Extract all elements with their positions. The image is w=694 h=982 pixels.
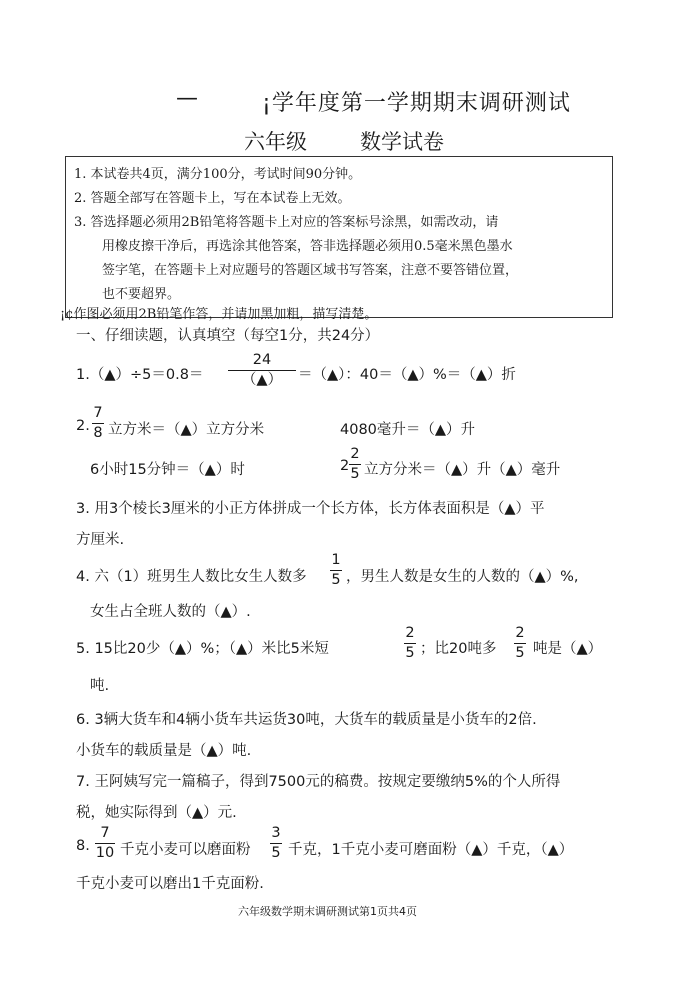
q1-part-a: 1.（▲）÷5＝0.8＝ <box>76 367 204 383</box>
q2-f2-den: 5 <box>350 465 360 482</box>
q3-line-2: 方厘米. <box>76 532 125 548</box>
q8-f2-num: 3 <box>271 825 281 841</box>
fraction-bar <box>514 643 526 644</box>
q5-part-c: 吨是（▲） <box>533 641 603 657</box>
q1-part-b: ＝（▲）：40＝（▲）%＝（▲）折 <box>298 367 516 383</box>
q4-part-a: 4. 六（1）班男生人数比女生人数多 <box>76 569 307 585</box>
q2-f1-num: 7 <box>93 405 103 421</box>
q2-fraction-1 <box>92 406 104 440</box>
q2-f1-den: 8 <box>93 424 103 441</box>
q8-f1-num: 7 <box>100 825 110 841</box>
notice-line: 签字笔，在答题卡上对应题号的答题区域书写答案，注意不要答错位置， <box>102 263 519 278</box>
notice-line: 1. 本试卷共4页，满分100分，考试时间90分钟。 <box>74 167 362 182</box>
q5-f1-num: 2 <box>405 625 415 641</box>
q2-part-a: 立方米＝（▲）立方分米 <box>108 422 265 438</box>
grade-label: 六年级 <box>244 130 307 154</box>
q1-frac-den: （▲） <box>241 371 283 388</box>
q1-fraction <box>228 353 296 387</box>
q8-fraction-2 <box>270 826 282 860</box>
q2-f2-num: 2 <box>350 446 360 462</box>
q4-f-den: 5 <box>331 571 341 588</box>
notice-line: ¡¢作图必须用2B铅笔作答，并请加黑加粗，描写清楚。 <box>60 307 378 322</box>
title-dash: — <box>176 86 199 111</box>
q2-number: 2. <box>76 418 90 434</box>
q8-f2-den: 5 <box>271 844 281 861</box>
section-heading: 一、仔细读题，认真填空（每空1分，共24分） <box>76 328 380 344</box>
notice-line: 3. 答选择题必须用2B铅笔将答题卡上对应的答案标号涂黑，如需改动，请 <box>74 215 499 230</box>
q8-line-2: 千克小麦可以磨出1千克面粉. <box>76 876 264 892</box>
q8-number: 8. <box>76 838 90 854</box>
q2-part-d: 立方分米＝（▲）升（▲）毫升 <box>364 462 561 478</box>
fraction-bar <box>95 843 115 844</box>
fraction-bar <box>330 570 342 571</box>
q5-fraction-2 <box>514 626 526 660</box>
notice-line: 也不要超界。 <box>102 287 181 302</box>
q5-f2-num: 2 <box>515 625 525 641</box>
q5-f2-den: 5 <box>515 644 525 661</box>
fraction-bar <box>228 370 296 371</box>
fraction-bar <box>349 464 361 465</box>
q4-f-num: 1 <box>331 552 341 568</box>
q2-part-b: 4080毫升＝（▲）升 <box>340 422 476 438</box>
q7-line-2: 税，她实际得到（▲）元. <box>76 805 237 821</box>
q2-part-c: 6小时15分钟＝（▲）时 <box>90 462 245 478</box>
q8-part-a: 千克小麦可以磨面粉 <box>120 842 251 858</box>
q5-f1-den: 5 <box>405 644 415 661</box>
q2-mixed-whole: 2 <box>340 458 350 474</box>
q4-part-b: ，男生人数是女生的人数的（▲）%, <box>346 569 579 585</box>
q3-line-1: 3. 用3个棱长3厘米的小正方体拼成一个长方体，长方体表面积是（▲）平 <box>76 501 545 517</box>
notice-line: 用橡皮擦干净后，再选涂其他答案，答非选择题必须用0.5毫米黑色墨水 <box>102 239 513 254</box>
q5-part-b: ；比20吨多 <box>420 641 497 657</box>
subject-label: 数学试卷 <box>360 130 444 154</box>
page-title: ¡学年度第一学期期末调研测试 <box>262 91 571 116</box>
q8-f1-den: 10 <box>95 844 115 861</box>
q4-line-2: 女生占全班人数的（▲）. <box>90 604 251 620</box>
page-footer: 六年级数学期末调研测试第1页共4页 <box>238 905 417 918</box>
q4-fraction <box>330 553 342 587</box>
q7-line-1: 7. 王阿姨写完一篇稿子，得到7500元的稿费。按规定要缴纳5%的个人所得 <box>76 774 561 790</box>
q6-line-2: 小货车的载质量是（▲）吨. <box>76 743 252 759</box>
q5-line-2: 吨. <box>90 678 110 694</box>
q6-line-1: 6. 3辆大货车和4辆小货车共运货30吨，大货车的载质量是小货车的2倍. <box>76 712 537 728</box>
fraction-bar <box>92 423 104 424</box>
q8-fraction-1 <box>95 826 115 860</box>
notice-line: 2. 答题全部写在答题卡上，写在本试卷上无效。 <box>74 191 351 206</box>
q8-part-b: 千克，1千克小麦可磨面粉（▲）千克，（▲） <box>288 842 574 858</box>
q2-fraction-2 <box>349 447 361 481</box>
q1-frac-num: 24 <box>252 352 272 368</box>
notice-box <box>60 156 613 322</box>
q5-fraction-1 <box>404 626 416 660</box>
fraction-bar <box>404 643 416 644</box>
fraction-bar <box>270 843 282 844</box>
q5-part-a: 5. 15比20少（▲）%；（▲）米比5米短 <box>76 641 329 657</box>
